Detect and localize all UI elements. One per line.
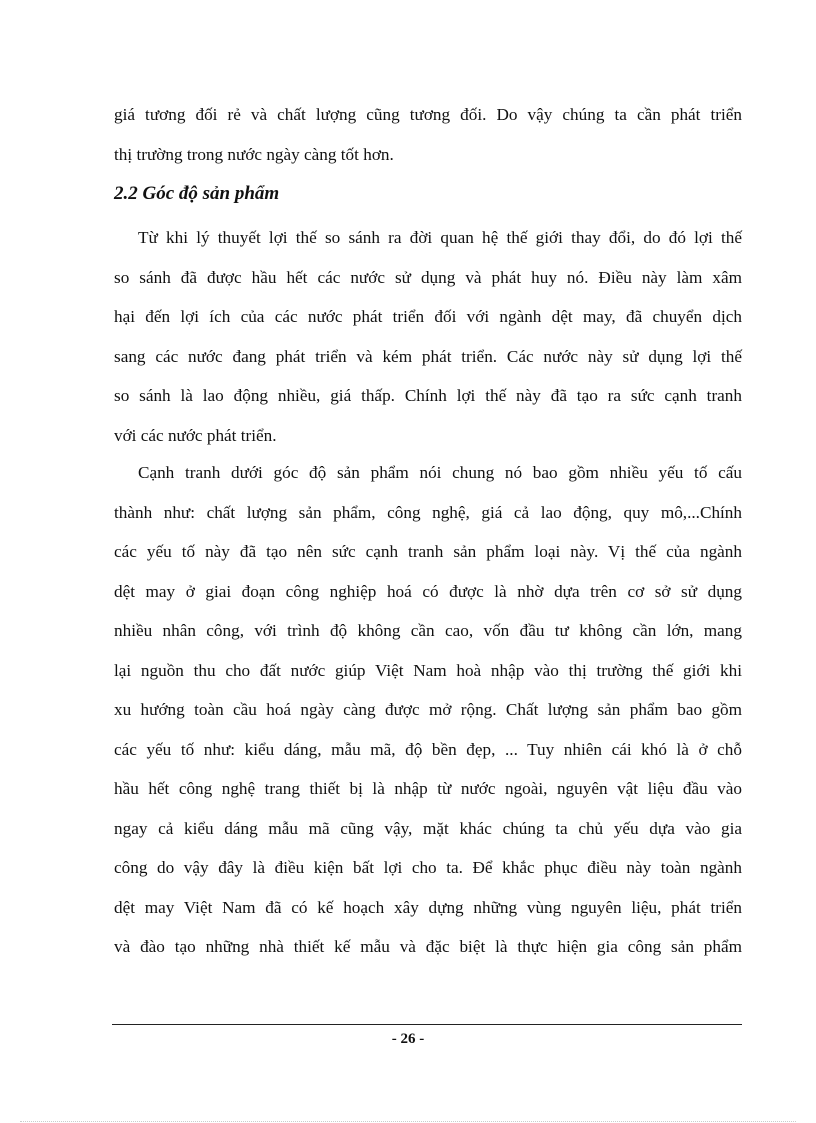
paragraph-comparative-advantage <box>114 218 742 455</box>
text-line: thành như: chất lượng sản phẩm, công nghệ, giá cả lao động, quy mô,...Chính <box>114 502 742 522</box>
text-line: hầu hết công nghệ trang thiết bị là nhập từ nước ngoài, nguyên vật liệu đầu vào <box>114 779 742 798</box>
page-number: - 26 - <box>391 1031 425 1047</box>
text-line: các yếu tố này đã tạo nên sức cạnh tranh sản phẩm loại này. Vị thế của ngành <box>114 542 742 561</box>
continuation-paragraph <box>114 95 742 174</box>
text-line: Từ khi lý thuyết lợi thế so sánh ra đời quan hệ thế giới thay đổi, do đó lợi thế <box>138 228 742 247</box>
text-line: ngay cả kiểu dáng mẫu mã cũng vậy, mặt khác chúng ta chủ yếu dựa vào gia <box>114 818 742 838</box>
text-line: và đào tạo những nhà thiết kế mẫu và đặc biệt là thực hiện gia công sản phẩm <box>114 937 742 956</box>
text-line: nhiều nhân công, với trình độ không cần cao, vốn đầu tư không cần lớn, mang <box>114 621 742 640</box>
text-line: sang các nước đang phát triển và kém phát triển. Các nước này sử dụng lợi thế <box>114 346 742 366</box>
text-line: Cạnh tranh dưới góc độ sản phẩm nói chung nó bao gồm nhiều yếu tố cấu <box>138 463 742 482</box>
text-line: dệt may Việt Nam đã có kế hoạch xây dựng những vùng nguyên liệu, phát triển <box>114 897 742 917</box>
text-line: so sánh là lao động nhiều, giá thấp. Chính lợi thế này đã tạo ra sức cạnh tranh <box>114 386 742 405</box>
page-edge-divider <box>20 1121 796 1122</box>
text-line: giá tương đối rẻ và chất lượng cũng tương đối. Do vậy chúng ta cần phát triển <box>114 105 742 124</box>
text-line: các yếu tố như: kiểu dáng, mẫu mã, độ bền đẹp, ... Tuy nhiên cái khó là ở chỗ <box>114 739 742 759</box>
text-line: thị trường trong nước ngày càng tốt hơn. <box>114 144 394 164</box>
text-line: so sánh đã được hầu hết các nước sử dụng và phát huy nó. Điều này làm xâm <box>114 267 742 287</box>
section-heading: 2.2 Góc độ sản phẩm <box>114 183 280 204</box>
text-line: hại đến lợi ích của các nước phát triển đối với ngành dệt may, đã chuyển dịch <box>114 307 742 326</box>
text-line: dệt may ở giai đoạn công nghiệp hoá có được là nhờ dựa trên cơ sở sử dụng <box>114 581 742 601</box>
footer-divider <box>112 1024 742 1025</box>
text-line: xu hướng toàn cầu hoá ngày càng được mở rộng. Chất lượng sản phẩm bao gồm <box>114 700 742 719</box>
text-line: lại nguồn thu cho đất nước giúp Việt Nam hoà nhập vào thị trường thế giới khi <box>114 660 742 680</box>
paragraph-product-competition <box>114 453 742 967</box>
text-line: công do vậy đây là điều kiện bất lợi cho ta. Để khắc phục điều này toàn ngành <box>114 858 742 877</box>
text-line: với các nước phát triển. <box>114 425 277 445</box>
